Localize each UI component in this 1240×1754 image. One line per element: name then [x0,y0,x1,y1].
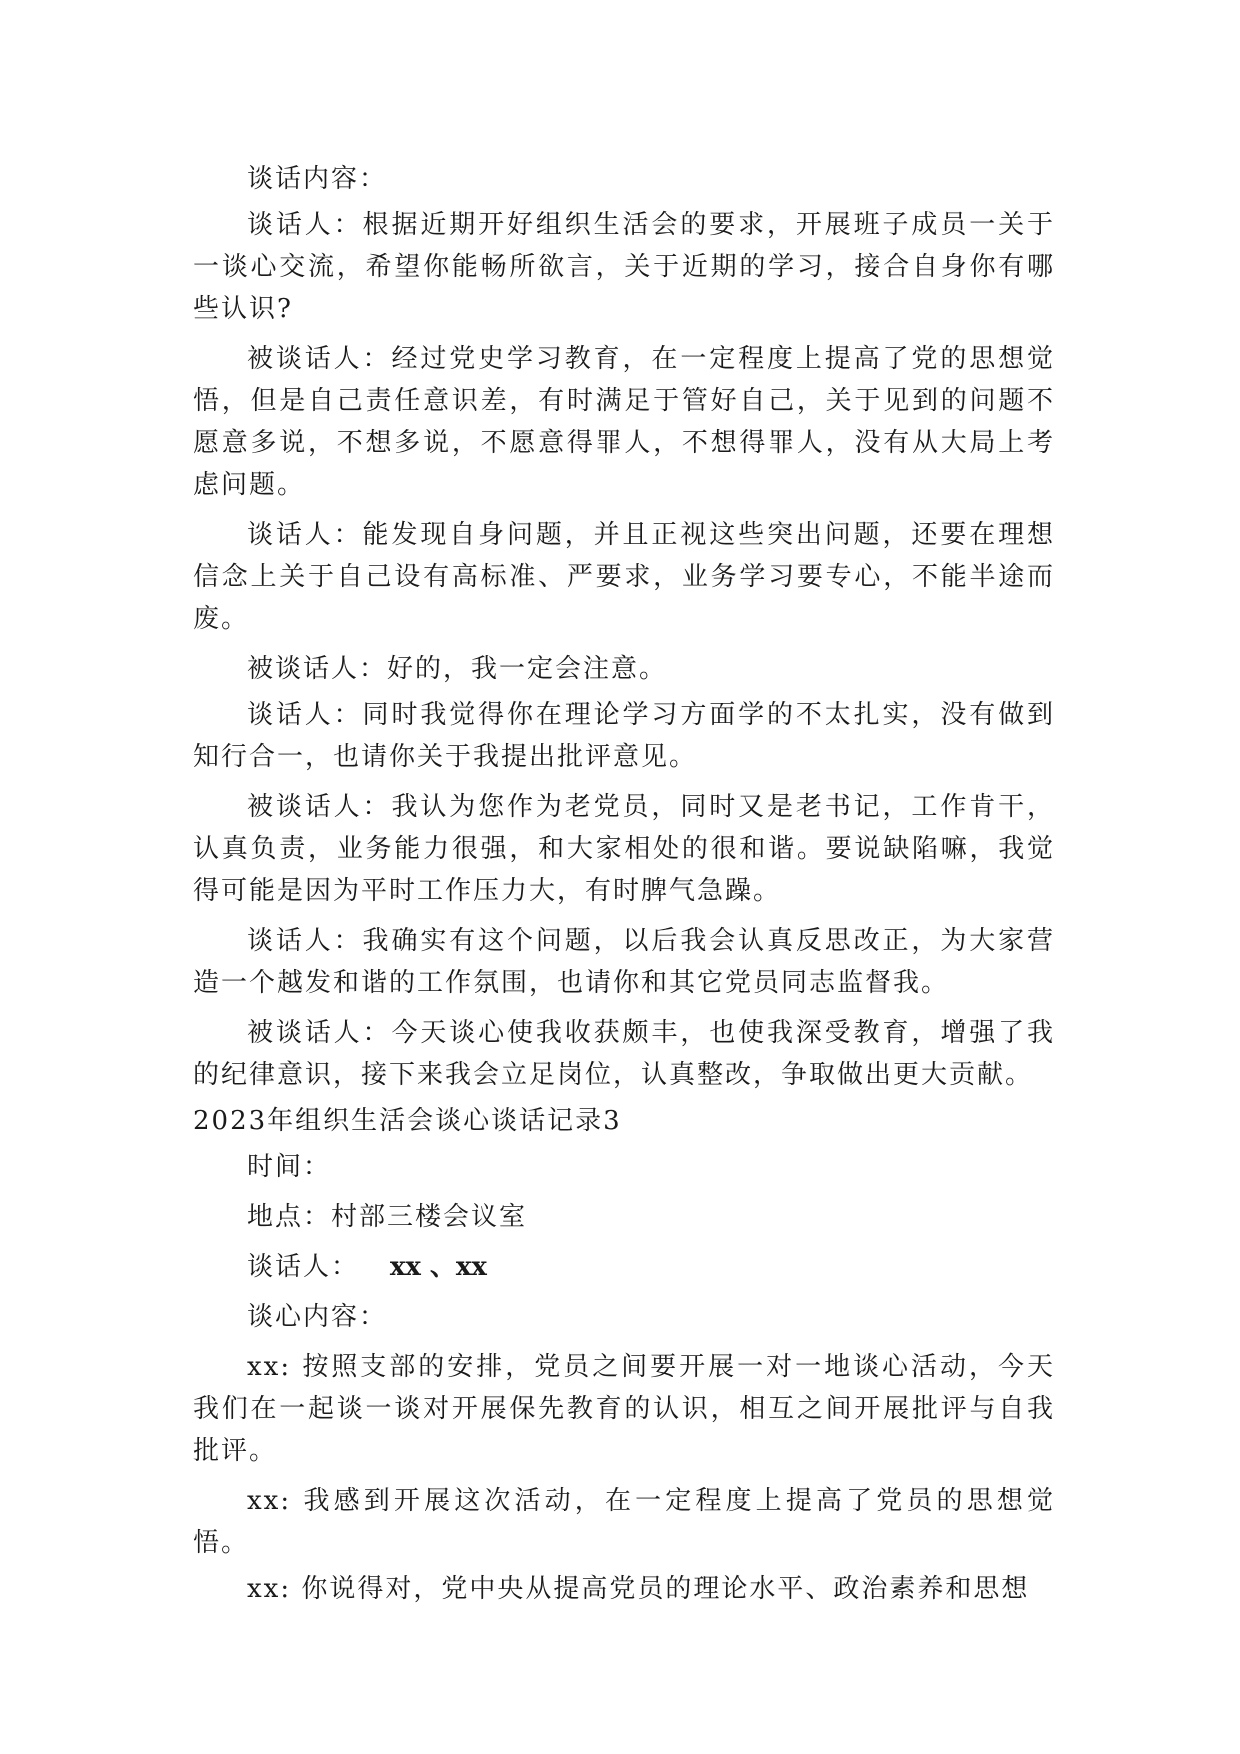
paragraph-respondent-summary: 被谈话人：今天谈心使我收获颇丰，也使我深受教育，增强了我的纪律意识，接下来我会立足岗位，认真整改，争取做出更大贡献。 [193,1018,1055,1090]
content-label: 谈心内容： [247,1302,388,1332]
paragraph-speaker-advice: 谈话人：能发现自身问题，并且正视这些突出问题，还要在理想信念上关于自己设有高标准、严要求，业务学习要专心，不能半途而废。 [193,520,1055,634]
paragraph-speaker-response: 谈话人：我确实有这个问题，以后我会认真反思改正，为大家营造一个越发和谐的工作氛围，也请你和其它党员同志监督我。 [193,926,1055,998]
paragraph-speaker-question: 谈话人：根据近期开好组织生活会的要求，开展班子成员一关于一谈心交流，希望你能畅所欲言，关于近期的学习，接合自身你有哪些认识? [193,210,1055,324]
paragraph-dialog-3: xx: 你说得对，党中央从提高党员的理论水平、政治素养和思想 [247,1574,1030,1604]
speaker-names: xx 、xx [389,1252,487,1282]
speaker-label: 谈话人： [247,1252,360,1282]
speaker-line [193,1246,1055,1288]
paragraph-dialog-2: xx: 我感到开展这次活动，在一定程度上提高了党员的思想觉悟。 [193,1486,1055,1558]
time-label: 时间： [247,1152,332,1182]
document-body [193,158,1055,1618]
record-heading: 2023年组织生活会谈心谈话记录3 [193,1106,622,1136]
paragraph-respondent-agree: 被谈话人：好的，我一定会注意。 [247,654,668,684]
paragraph-speaker-self-critique: 谈话人：同时我觉得你在理论学习方面学的不太扎实，没有做到知行合一，也请你关于我提出批评意见。 [193,700,1055,772]
paragraph-content-label: 谈话内容： [247,164,388,194]
paragraph-respondent-critique: 被谈话人：我认为您作为老党员，同时又是老书记，工作肯干，认真负责，业务能力很强，和大家相处的很和谐。要说缺陷嘛，我觉得可能是因为平时工作压力大，有时脾气急躁。 [193,792,1055,906]
paragraph-dialog-1: xx: 按照支部的安排，党员之间要开展一对一地谈心活动，今天我们在一起谈一谈对开展保先教育的认识，相互之间开展批评与自我批评。 [193,1352,1055,1466]
place-label: 地点：村部三楼会议室 [247,1202,528,1232]
paragraph-respondent-answer: 被谈话人：经过党史学习教育，在一定程度上提高了党的思想觉悟，但是自己责任意识差，有时满足于管好自己，关于见到的问题不愿意多说，不想多说，不愿意得罪人，不想得罪人，没有从大局上考虑问题。 [193,344,1055,500]
